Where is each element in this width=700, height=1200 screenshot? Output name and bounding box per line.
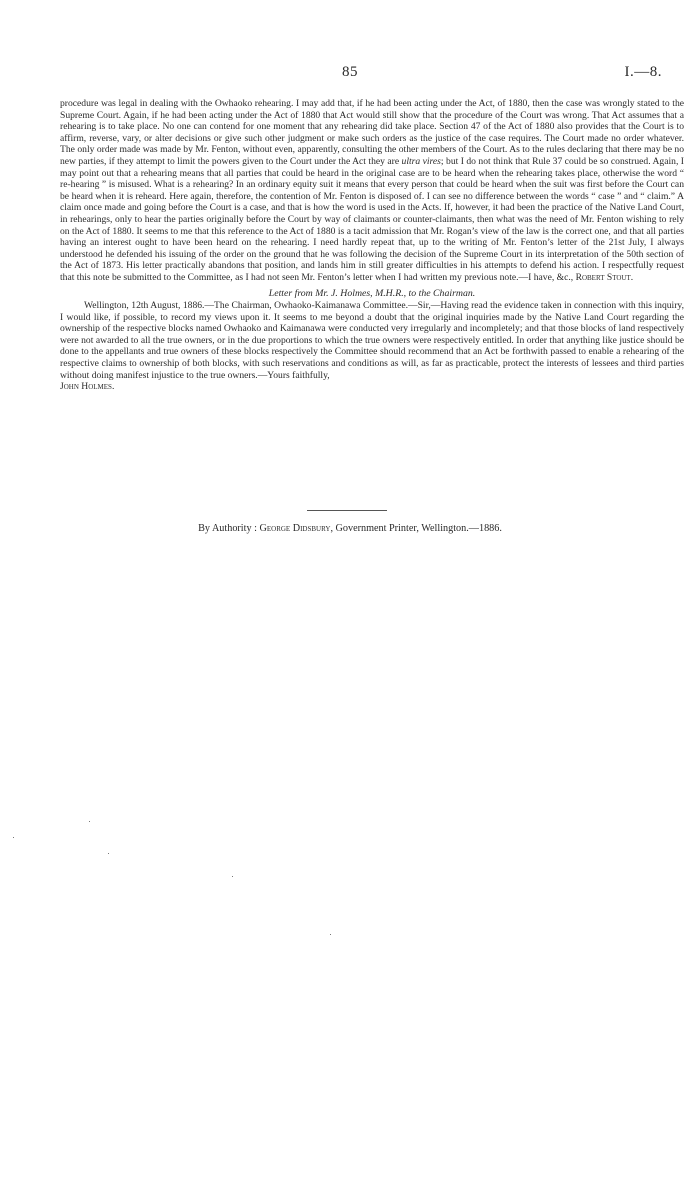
paper-speck xyxy=(330,934,331,935)
stout-letter-paragraph xyxy=(60,98,684,284)
holmes-letter-paragraph xyxy=(60,300,684,381)
document-reference: I.—8. xyxy=(624,64,662,80)
paper-speck xyxy=(13,837,14,838)
paragraph-text: ; but I do not think that Rule 37 could be so construed. Again, I may point out that a rehearing means that all parties that could be heard in the original case are to be heard when the rehearing takes place, otherwise the word “ re-hearing ” is misused. What is a rehearing? In an ordinary equity suit it means that every person that could be heard when the suit was first before the Court can be heard when it is reheard. Here again, therefore, the contention of Mr. Fenton is disposed of. I can see no difference between the words “ case ” and “ claim.” A claim once made and going before the Court is a case, and that is how the word is used in the Acts. If, however, it had been the practice of the Native Land Court, in rehearings, only to hear the parties originally before the Court by way of claimants or counter-claimants, then what was the need of Mr. Fenton wishing to rely on the Act of 1880. It seems to me that this reference to the Act of 1880 is a tacit admission that Mr. Rogan’s view of the law is the correct one, and that all parties having an interest ought to have been heard on the rehearing. I need hardly repeat that, up to the writing of Mr. Fenton’s letter of the 21st July, I always understood he defended his issuing of the order on the ground that he was following the decision of the Supreme Court in its interpretation of the 50th section of the Act of 1873. His letter practically abandons that position, and lands him in still greater difficulties in his attempts to defend his action. I respectfully request that this note be submitted to the Committee, as I had not seen Mr. Fenton’s letter when I had written my previous note.—I have, &c., xyxy=(60,155,684,283)
italic-term: ultra vires xyxy=(401,155,441,167)
paragraph-text: procedure was legal in dealing with the Owhaoko rehearing. I may add that, if he had been acting under the Act, of 1880, then the case was wrongly stated to the Supreme Court. Again, if he had been acting under the Act of 1880 that Act would still show that the procedure of the Court was wrong. That Act assumes that a rehearing is to take place. No one can contend for one moment that any rehearing did take place. Section 47 of the Act of 1880 also provides that the Court is to affirm, reverse, vary, or alter decisions or give such other judgment or make such orders as the justice of the case requires. The Court made no order whatever. The only order made was made by Mr. Fenton, without even, apparently, consulting the other members of the Court. As to the rules declaring that there may be no new parties, if they attempt to limit the powers given to the Court under the Act they are xyxy=(60,98,684,167)
imprint-suffix: , Government Printer, Wellington.—1886. xyxy=(330,523,502,534)
printer-name: George Didsbury xyxy=(259,523,331,534)
signature-line xyxy=(60,381,684,393)
paper-speck xyxy=(108,853,109,854)
paper-speck xyxy=(232,876,233,877)
paper-speck xyxy=(89,821,90,822)
signature-stout: Robert Stout. xyxy=(575,271,634,283)
page-number: 85 xyxy=(342,64,358,80)
paragraph-text: Wellington, 12th August, 1886.—The Chairman, Owhaoko-Kaimanawa Committee.—Sir,—Having read the evidence taken in connection with this inquiry, I would like, if possible, to record my views upon it. It seems to me beyond a doubt that the original inquiries made by the Native Land Court regarding the ownership of the respective blocks named Owhaoko and Kaimanawa were conducted very irregularly and incompletely; and that those blocks of land respectively were not awarded to all the true owners, or in the due proportions to which the true owners were respectively entitled. In order that anything like justice should be done to the appellants and true owners of these blocks respectively the Committee should recommend that an Act be forthwith passed to enable a rehearing of the respective claims to ownership of both blocks, with such reservations and conditions as will, as far as practicable, protect the interests of lessees and third parties without doing manifest injustice to the true owners.—Yours faithfully, xyxy=(60,300,684,381)
body-text xyxy=(60,98,684,393)
printer-imprint xyxy=(0,523,700,534)
imprint-prefix: By Authority : xyxy=(198,523,260,534)
footer-divider xyxy=(307,510,387,511)
signature-holmes: John Holmes. xyxy=(60,381,115,393)
letter-heading: Letter from Mr. J. Holmes, M.H.R., to the Chairman. xyxy=(268,287,476,299)
